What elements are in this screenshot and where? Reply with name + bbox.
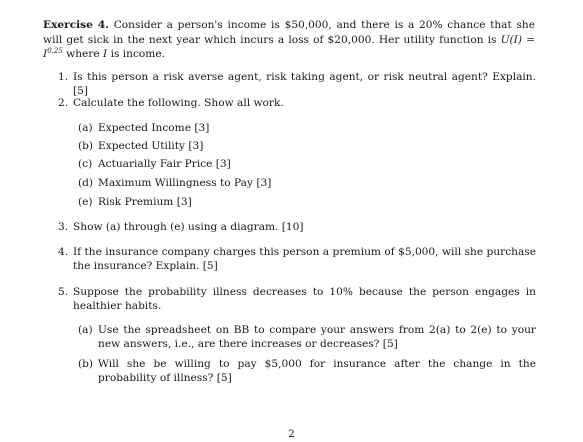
question-2	[58, 96, 536, 110]
q5-part-b	[78, 357, 536, 385]
q5-part-a	[78, 323, 536, 351]
exercise-text-after: is income.	[107, 48, 165, 60]
question-number: 3.	[58, 221, 69, 233]
q2-part-b	[78, 139, 536, 153]
question-text: Show (a) through (e) using a diagram. [10]	[73, 221, 304, 233]
question-number: 2.	[58, 97, 69, 109]
question-1	[58, 70, 536, 98]
part-label: (c)	[78, 158, 93, 170]
question-4	[58, 245, 536, 273]
question-number: 1.	[58, 71, 69, 83]
variable-i: I	[103, 48, 108, 60]
question-number: 5.	[58, 286, 69, 298]
question-3	[58, 220, 536, 234]
exercise-text-before: Consider a person's income is $50,000, and there is a 20% chance that she will get sick in the next year which incurs a loss of $20,000. Her utility function is	[43, 19, 535, 46]
q2-part-a	[78, 121, 536, 135]
part-text: Expected Utility [3]	[98, 140, 204, 152]
q2-part-d	[78, 176, 536, 190]
cropped-previous-line	[60, 0, 220, 2]
utility-exponent: 0.25	[47, 47, 63, 55]
part-text: Use the spreadsheet on BB to compare your answers from 2(a) to 2(e) to your new answers, i.e., are there increases or decreases? [5]	[98, 324, 536, 350]
part-text: Actuarially Fair Price [3]	[98, 158, 231, 170]
question-number: 4.	[58, 246, 69, 258]
q2-part-c	[78, 157, 536, 171]
part-text: Expected Income [3]	[98, 122, 210, 134]
part-label: (a)	[78, 324, 93, 336]
exercise-title: Exercise 4.	[43, 19, 109, 31]
part-label: (e)	[78, 196, 93, 208]
page-number: 2	[288, 428, 295, 440]
exercise-text-where: where	[62, 48, 104, 60]
question-text: Suppose the probability illness decreases to 10% because the person engages in healthier habits.	[73, 286, 536, 312]
q2-part-e	[78, 195, 536, 209]
part-label: (d)	[78, 177, 94, 189]
question-text: If the insurance company charges this person a premium of $5,000, will she purchase the insurance? Explain. [5]	[73, 246, 536, 272]
part-label: (b)	[78, 358, 94, 370]
part-text: Will she be willing to pay $5,000 for insurance after the change in the probability of illness? [5]	[98, 358, 536, 384]
part-label: (b)	[78, 140, 94, 152]
question-5	[58, 285, 536, 313]
question-text: Calculate the following. Show all work.	[73, 97, 284, 109]
exercise-intro	[43, 18, 535, 62]
question-text: Is this person a risk averse agent, risk taking agent, or risk neutral agent? Explain. [5]	[73, 71, 536, 97]
part-text: Maximum Willingness to Pay [3]	[98, 177, 272, 189]
part-label: (a)	[78, 122, 93, 134]
part-text: Risk Premium [3]	[98, 196, 192, 208]
utility-lhs: U(I) = I	[43, 33, 535, 60]
